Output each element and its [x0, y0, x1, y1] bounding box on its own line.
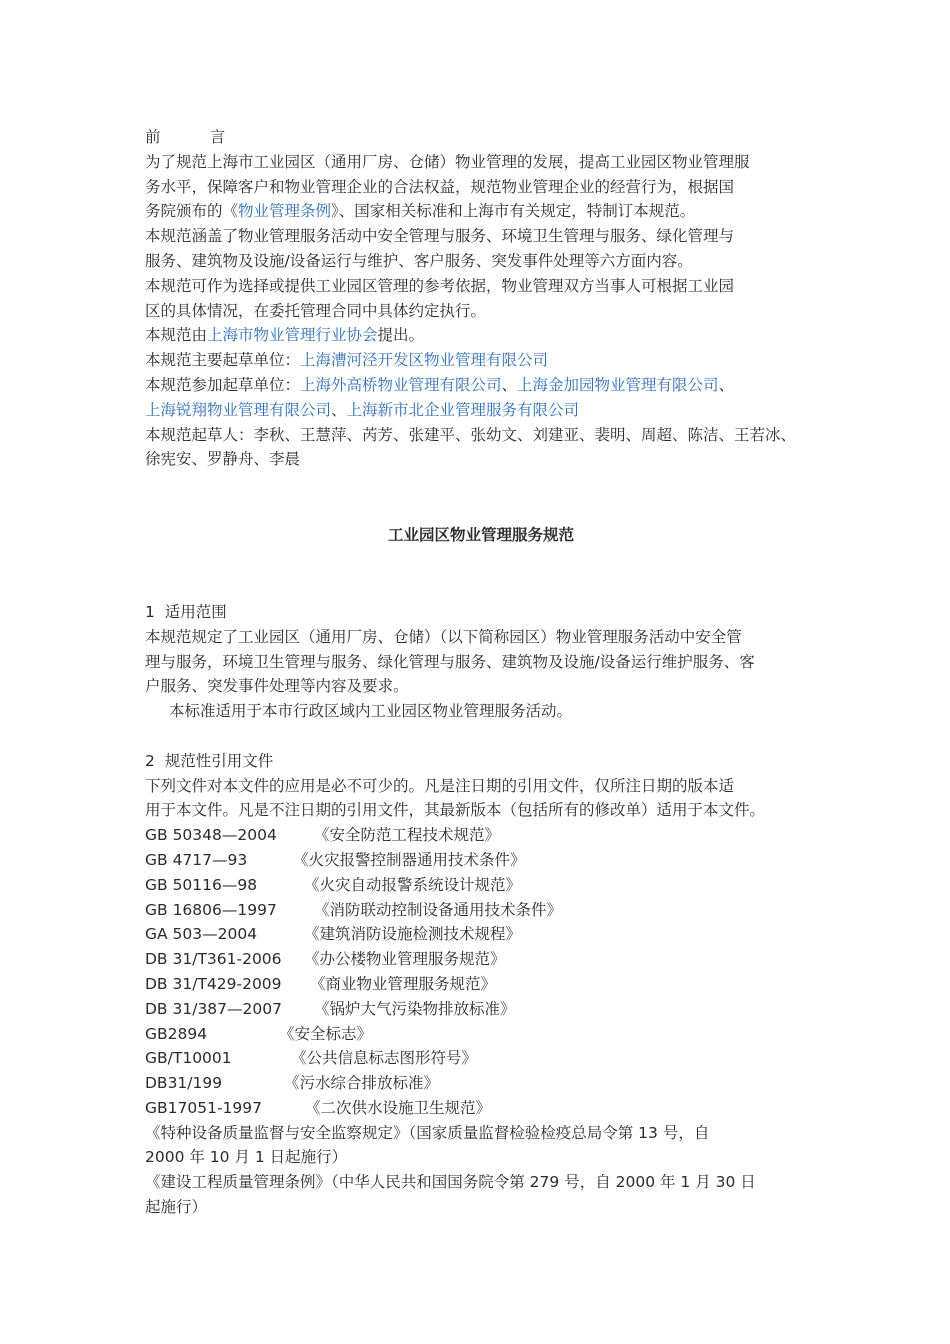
text-segment: 本规范由	[145, 326, 208, 345]
separator: 、	[331, 400, 347, 419]
reference-item	[145, 873, 825, 898]
link-ruixiang[interactable]: 上海锐翔物业管理有限公司	[145, 400, 332, 419]
reference-code: GB/T10001	[145, 1049, 232, 1068]
text-line: 理与服务，环境卫生管理与服务、绿化管理与服务、建筑物及设施/设备运行维护服务、客	[145, 652, 755, 671]
preface-heading: 前 言	[145, 128, 226, 146]
text-line: 起施行）	[145, 1198, 208, 1217]
text-line: 务水平，保障客户和物业管理企业的合法权益，规范物业管理企业的经营行为，根据国	[145, 177, 735, 196]
text-line: 为了规范上海市工业园区（通用厂房、仓储）物业管理的发展，提高工业园区物业管理服	[145, 152, 750, 171]
text-line	[145, 373, 825, 398]
section-1-body	[145, 625, 825, 724]
link-association[interactable]: 上海市物业管理行业协会	[207, 326, 378, 345]
text-line: 下列文件对本文件的应用是必不可少的。凡是注日期的引用文件，仅所注日期的版本适	[145, 776, 735, 795]
reference-code: GB2894	[145, 1024, 208, 1043]
text-line: 《特种设备质量监督与安全监察规定》（国家质量监督检验检疫总局令第 13 号，自	[145, 1123, 710, 1142]
reference-title: 《消防联动控制设备通用技术条件》	[314, 900, 563, 919]
section-2-heading: 2 规范性引用文件	[145, 751, 274, 770]
text-line: 服务、建筑物及设施/设备运行与维护、客户服务、突发事件处理等六方面内容。	[145, 251, 693, 270]
reference-title: 《污水综合排放标准》	[284, 1074, 440, 1093]
reference-item	[145, 1046, 825, 1071]
text-line	[145, 199, 825, 224]
link-jinjiayuan[interactable]: 上海金加园物业管理有限公司	[517, 375, 719, 394]
text-segment: 本规范参加起草单位：	[145, 375, 301, 394]
text-line: 户服务、突发事件处理等内容及要求。	[145, 677, 409, 696]
reference-item	[145, 947, 825, 972]
reference-code: GB17051-1997	[145, 1098, 262, 1117]
reference-title: 《办公楼物业管理服务规范》	[304, 950, 506, 969]
preface-authors	[145, 423, 825, 473]
reference-item	[145, 1022, 825, 1047]
reference-item	[145, 1096, 825, 1121]
text-segment: 提出。	[377, 326, 425, 345]
reference-title: 《商业物业管理服务规范》	[310, 974, 497, 993]
text-segment: 务院颁布的《	[145, 202, 239, 221]
reference-title: 《安全标志》	[279, 1024, 373, 1043]
reference-title: 《火灾自动报警系统设计规范》	[304, 875, 522, 894]
separator: 、	[718, 375, 735, 394]
reference-item	[145, 823, 825, 848]
reference-title: 《建筑消防设施检测技术规程》	[304, 925, 522, 944]
section-1-heading: 1 适用范围	[145, 602, 227, 621]
preface-paragraph-purpose	[145, 150, 825, 224]
link-caohejing[interactable]: 上海漕河泾开发区物业管理有限公司	[300, 351, 549, 370]
preface-paragraph-usage	[145, 274, 825, 324]
scope-statement: 本标准适用于本市行政区域内工业园区物业管理服务活动。	[169, 702, 573, 721]
document-body	[145, 125, 825, 1220]
reference-title: 《安全防范工程技术规范》	[314, 826, 501, 845]
text-line: 本规范涵盖了物业管理服务活动中安全管理与服务、环境卫生管理与服务、绿化管理与	[145, 227, 735, 246]
reference-code: DB 31/T429-2009	[145, 974, 282, 993]
reference-item	[145, 997, 825, 1022]
reference-code: DB31/199	[145, 1074, 223, 1093]
reference-code: DB 31/387—2007	[145, 999, 282, 1018]
section-2-intro	[145, 774, 825, 824]
reference-list	[145, 823, 825, 1121]
preface-main-drafter	[145, 348, 825, 373]
spacer	[145, 724, 825, 749]
document-title: 工业园区物业管理服务规范	[387, 526, 574, 545]
link-property-regulation[interactable]: 物业管理条例	[238, 202, 332, 221]
reference-title: 《公共信息标志图形符号》	[291, 1049, 478, 1068]
reference-code: GB 50348—2004	[145, 826, 277, 845]
reference-code: GA 503—2004	[145, 925, 258, 944]
text-line: 区的具体情况，在委托管理合同中具体约定执行。	[145, 301, 487, 320]
reference-item	[145, 922, 825, 947]
text-line: 徐宪安、罗静舟、李晨	[145, 450, 301, 469]
text-line: 2000 年 10 月 1 日起施行）	[145, 1148, 348, 1167]
text-line: 本规范可作为选择或提供工业园区管理的参考依据，物业管理双方当事人可根据工业园	[145, 276, 735, 295]
reference-item	[145, 1071, 825, 1096]
reference-item	[145, 898, 825, 923]
text-segment: 本规范主要起草单位：	[145, 351, 301, 370]
reference-code: GB 4717—93	[145, 850, 248, 869]
reference-title: 《二次供水设施卫生规范》	[305, 1098, 492, 1117]
reference-item	[145, 972, 825, 997]
text-line: 用于本文件。凡是不注日期的引用文件，其最新版本（包括所有的修改单）适用于本文件。	[145, 801, 766, 820]
regulation-special-equipment	[145, 1121, 825, 1171]
text-line: 本规范起草人：李秋、王慧萍、芮芳、张建平、张幼文、刘建亚、裴明、周超、陈洁、王若冰、	[145, 425, 797, 444]
reference-item	[145, 848, 825, 873]
text-line: 《建设工程质量管理条例》（中华人民共和国国务院令第 279 号，自 2000 年 1 月 30 日	[145, 1173, 756, 1192]
text-line: 本规范规定了工业园区（通用厂房、仓储）（以下简称园区）物业管理服务活动中安全管	[145, 627, 742, 646]
link-xinshibei[interactable]: 上海新市北企业管理服务有限公司	[346, 400, 580, 419]
text-segment: 》、国家相关标准和上海市有关规定，特制订本规范。	[331, 202, 696, 221]
regulation-construction-quality	[145, 1170, 825, 1220]
separator: 、	[501, 375, 518, 394]
preface-paragraph-coverage	[145, 224, 825, 274]
preface-participating-drafters	[145, 373, 825, 423]
reference-code: GB 16806—1997	[145, 900, 277, 919]
reference-title: 《火灾报警控制器通用技术条件》	[293, 850, 526, 869]
preface-proposer	[145, 323, 825, 348]
text-line	[145, 398, 825, 423]
reference-title: 《锅炉大气污染物排放标准》	[314, 999, 516, 1018]
reference-code: DB 31/T361-2006	[145, 950, 282, 969]
reference-code: GB 50116—98	[145, 875, 258, 894]
link-waigaoqiao[interactable]: 上海外高桥物业管理有限公司	[300, 375, 502, 394]
